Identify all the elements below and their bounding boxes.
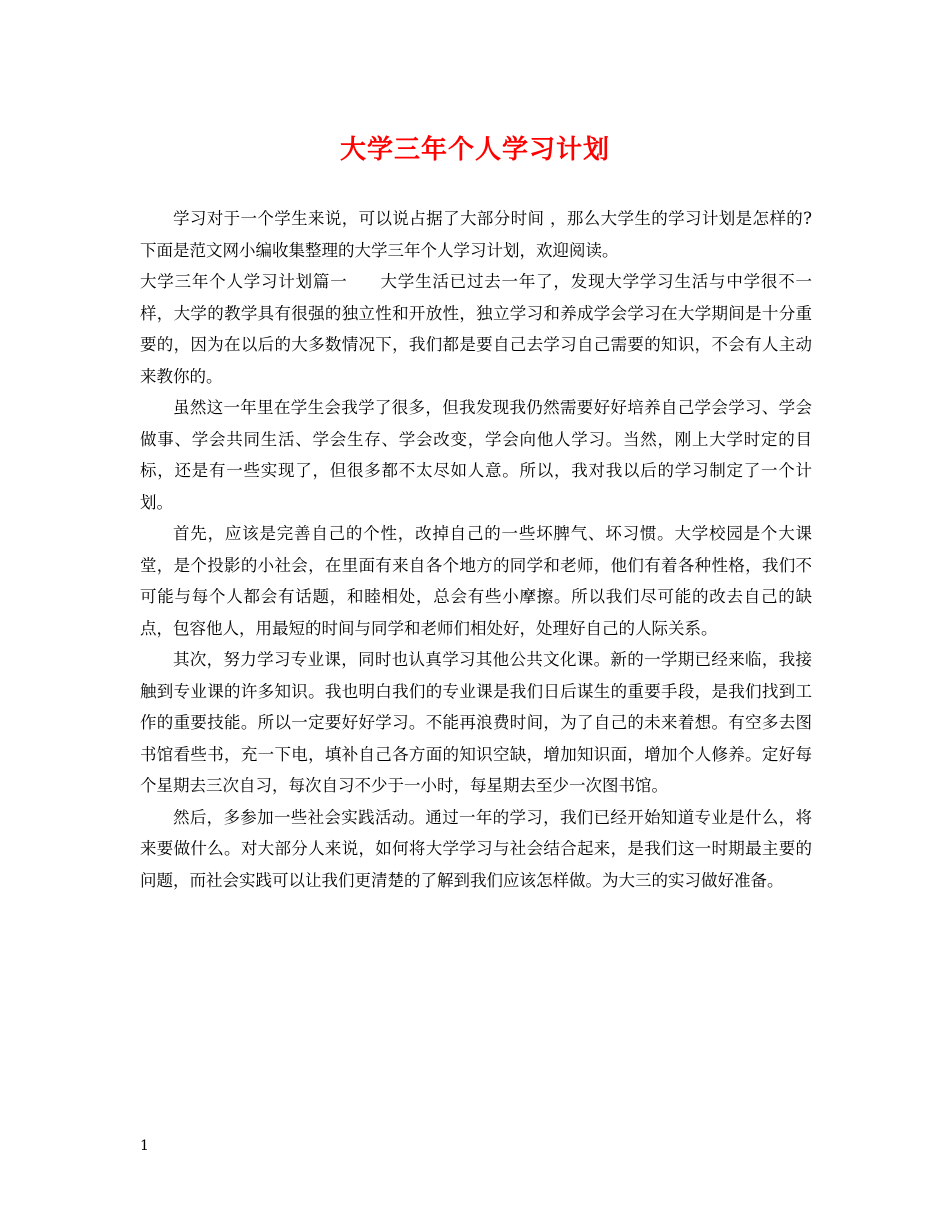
body-paragraph: 其次，努力学习专业课，同时也认真学习其他公共文化课。新的一学期已经来临，我接触到专业课的许多知识。我也明白我们的专业课是我们日后谋生的重要手段，是我们找到工作的重要技能。所以一定要好好学习。不能再浪费时间，为了自己的未来着想。有空多去图书馆看些书，充一下电，填补自己各方面的知识空缺，增加知识面，增加个人修养。定好每个星期去三次自习，每次自习不少于一小时，每星期去至少一次图书馆。 xyxy=(140,650,812,795)
document-title: 大学三年个人学习计划 xyxy=(339,135,610,165)
section-heading: 大学三年个人学习计划篇一 xyxy=(140,272,348,291)
body-paragraph: 首先，应该是完善自己的个性，改掉自己的一些坏脾气、坏习惯。大学校园是个大课堂，是个投影的小社会，在里面有来自各个地方的同学和老师，他们有着各种性格，我们不可能与每个人都会有话题，和睦相处，总会有些小摩擦。所以我们尽可能的改去自己的缺点，包容他人，用最短的时间与同学和老师们相处好，处理好自己的人际关系。 xyxy=(140,524,812,638)
page-number: 1 xyxy=(140,1138,149,1154)
section-first-paragraph-text: 大学生活已过去一年了，发现大学学习生活与中学很不一样，大学的教学具有很强的独立性和开放性，独立学习和养成学会学习在大学期间是十分重要的，因为在以后的大多数情况下，我们都是要自己去学习自己需要的知识，不会有人主动来教你的。 xyxy=(140,272,813,386)
intro-paragraph: 学习对于一个学生来说，可以说占据了大部分时间 ，那么大学生的学习计划是怎样的?下面是范文网小编收集整理的大学三年个人学习计划，欢迎阅读。 xyxy=(140,209,812,260)
body-paragraph: 虽然这一年里在学生会我学了很多，但我发现我仍然需要好好培养自己学会学习、学会做事、学会共同生活、学会生存、学会改变，学会向他人学习。当然，刚上大学时定的目标，还是有一些实现了，但很多都不太尽如人意。所以，我对我以后的学习制定了一个计划。 xyxy=(140,398,812,512)
document-body xyxy=(140,203,812,896)
body-paragraph: 然后，多参加一些社会实践活动。通过一年的学习，我们已经开始知道专业是什么，将来要做什么。对大部分人来说，如何将大学学习与社会结合起来，是我们这一时期最主要的问题，而社会实践可以让我们更清楚的了解到我们应该怎样做。为大三的实习做好准备。 xyxy=(140,807,812,890)
section-one-paragraph xyxy=(140,266,812,392)
